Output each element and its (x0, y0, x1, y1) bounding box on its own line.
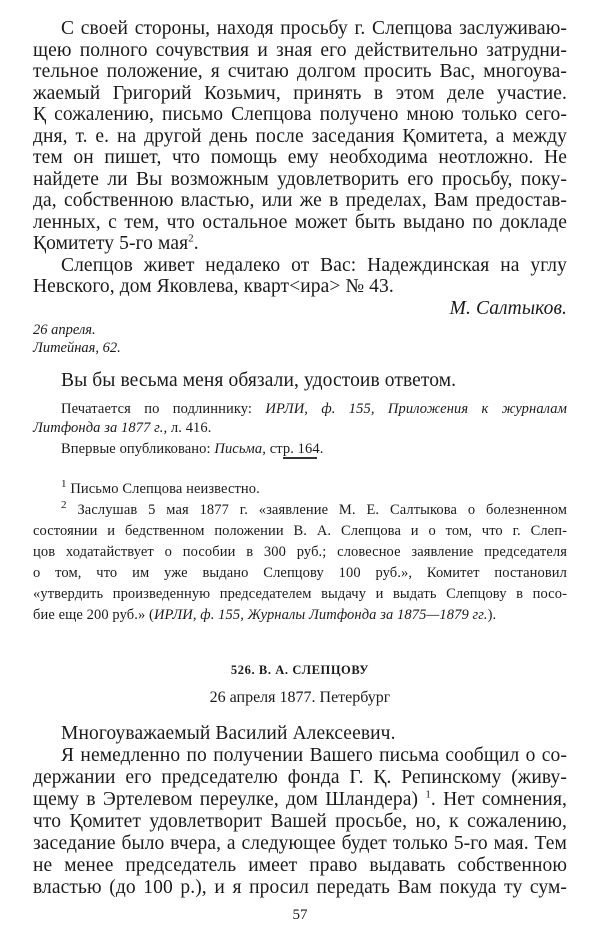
text-line: Я немедленно по получении Вашего письма сообщил о со- (61, 745, 567, 766)
text-line: ленных, с тем, что остальное может быть выдано по докладе (33, 211, 567, 233)
source-leaf: л. 416. (170, 420, 212, 436)
source-note-line (33, 419, 567, 438)
footnote-text: бие еще 200 руб.» ( (33, 607, 154, 623)
text-line: жаемый Григорий Козьмич, принять в этом деле участие. (33, 82, 567, 104)
footnote-mark: 2 (61, 499, 67, 512)
footnote-citation: ИРЛИ, ф. 155, Журналы Литфонда за 1875—1879 гг. (153, 607, 488, 623)
first-published-source: Письма, (214, 441, 266, 457)
footnote-2-line (33, 606, 567, 625)
letter-date: 26 апреля. (33, 322, 96, 338)
text-line: властью (до 100 р.), и я просил передать Вам покуда ту сум- (33, 877, 567, 898)
footnote-2-line: о том, что им уже выдано Слепцову 100 руб.», Комитет постановил (33, 565, 567, 581)
footnote-ref[interactable]: 2 (188, 232, 194, 245)
postscript: Вы бы весьма меня обязали, удостоив ответом. (61, 370, 457, 391)
text-line: держании его председателю фонда Г. Қ. Репинскому (живу- (33, 767, 567, 788)
text-line: тельное положение, я считаю долгом просить Вас, многоува- (33, 61, 567, 82)
text-line: найдете ли Вы возможным удовлетворить его просьбу, поку- (33, 168, 567, 190)
letter-place: Литейная, 62. (33, 340, 121, 356)
footnote-1 (61, 480, 567, 499)
text-line: что Қомитет удовлетворит Вашей просьбе, но, к сожалению, (33, 811, 567, 832)
footnote-ref[interactable]: 1 (425, 788, 431, 801)
page-number: 57 (292, 907, 308, 923)
text-line (33, 789, 567, 811)
text-fragment: щему в Эртелевом переулке, дом Шландера) (33, 789, 419, 810)
first-published-page: стр. 164. (269, 441, 324, 457)
salutation: Многоуважаемый Василий Алексеевич. (61, 723, 396, 744)
source-archive: ИРЛИ, ф. 155, Приложения к журналам (265, 401, 567, 417)
text-line: Қ сожалению, письмо Слепцова получено мною только сего- (33, 104, 567, 125)
text-line: тем он пишет, что помощь ему необходима неотложно. Не (33, 147, 567, 168)
source-archive-cont: Литфонда за 1877 г., (33, 420, 168, 436)
text-line: не менее председатель имеет право выдавать собственною (33, 855, 567, 876)
footnote-text: ). (487, 607, 497, 623)
text-line: Слепцов живет недалеко от Вас: Надеждинская на углу (61, 254, 567, 276)
letter-heading: 526. В. А. СЛЕПЦОВУ (230, 663, 370, 677)
text-line: С своей стороны, находя просьбу г. Слепцова заслуживаю- (61, 18, 567, 39)
text-line: да, собственною властью, или же в пределах, Вам предостав- (33, 190, 567, 211)
text-line: заседание было вчера, а следующее будет только 5-го мая. Тем (33, 833, 567, 854)
footnote-2-line (61, 501, 567, 520)
text-line: Невского, дом Яковлева, кварт<ира> № 43. (33, 276, 394, 297)
source-note-line (61, 400, 567, 419)
text-fragment: Қомитету 5-го мая (33, 233, 189, 254)
first-published-label: Впервые опубликовано: (61, 441, 211, 457)
text-line: Қомитету 5-го мая$^2$. (33, 232, 199, 254)
footnote-text: Заслушав 5 мая 1877 г. «заявление М. Е. Салтыкова о болезненном (77, 502, 567, 518)
footnote-2-line: цов ходатайствует о пособии в 300 руб.; словесное заявление председателя (33, 544, 567, 560)
footnote-text: Письмо Слепцова неизвестно. (70, 481, 260, 497)
footnote-2-line: состоянии и бедственном положении В. А. Слепцова и о том, что г. Слеп- (33, 523, 567, 539)
source-label: Печатается по подлиннику: (61, 401, 253, 417)
text-line: щею полного сочувствия и зная его действительно затрудни- (33, 39, 567, 61)
letter-dateline: 26 апреля 1877. Петербург (209, 689, 391, 706)
text-fragment: . Нет сомнения, (430, 789, 567, 810)
signature: М. Салтыков. (449, 297, 567, 319)
footnote-2-line: «утвердить произведенную председателем выдачу и выдать Слепцову в посо- (33, 586, 567, 602)
text-line: дня, т. е. на другой день после заседания Қомитета, а между (33, 125, 567, 147)
footnote-divider (283, 457, 317, 459)
footnote-mark: 1 (61, 478, 67, 491)
